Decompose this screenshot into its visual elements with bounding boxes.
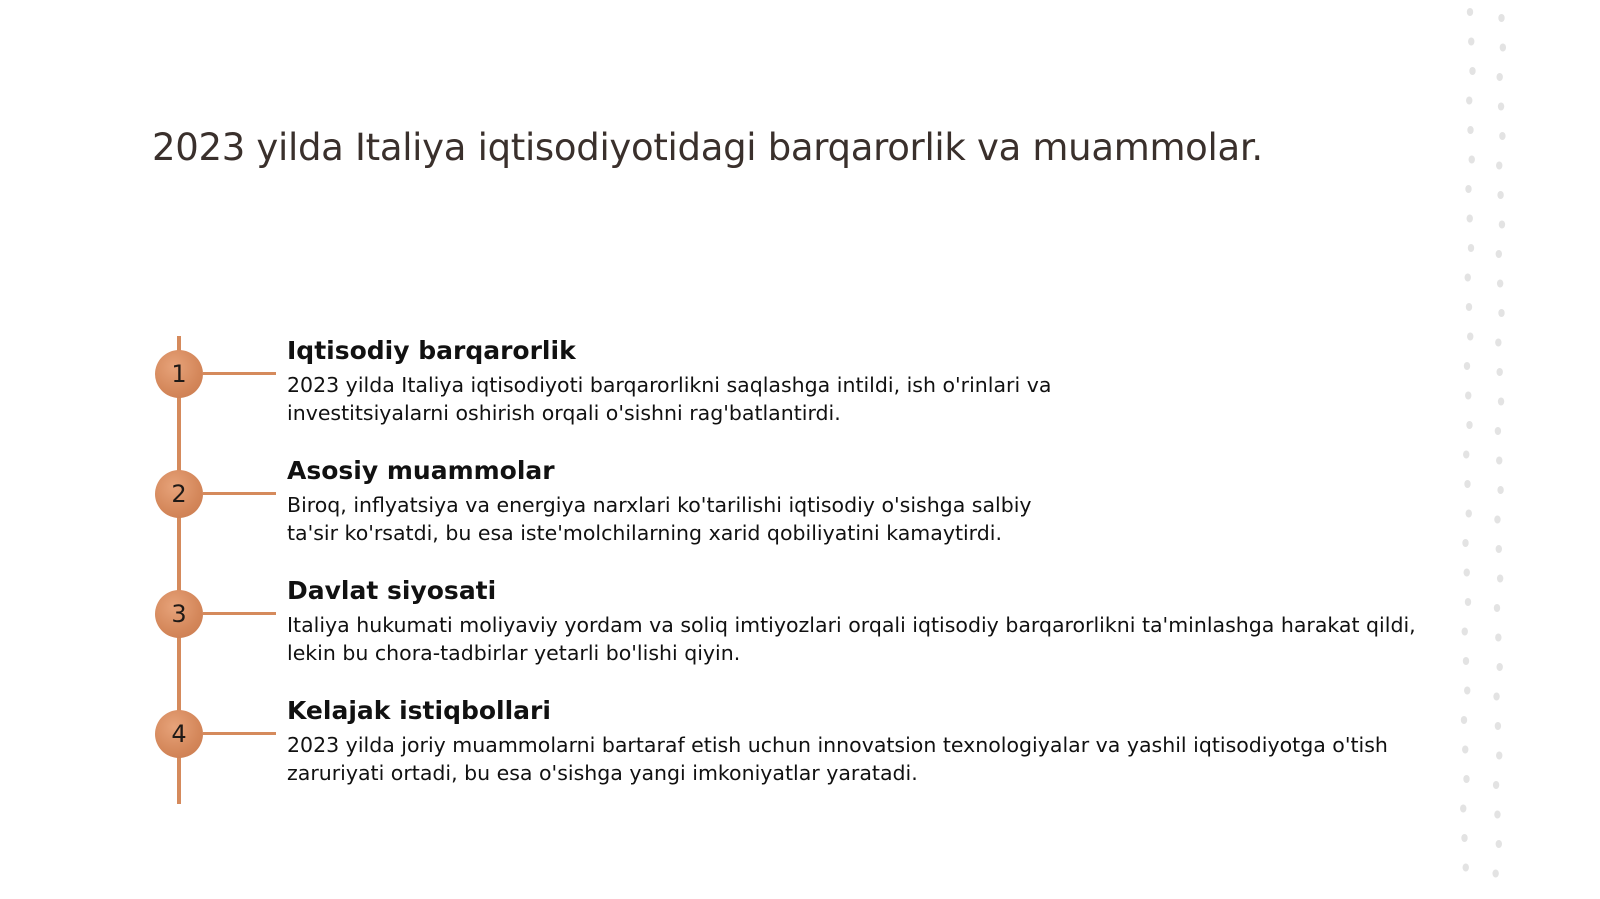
decorative-dot bbox=[1498, 14, 1504, 22]
decorative-dot bbox=[1497, 73, 1503, 81]
step-heading: Davlat siyosati bbox=[287, 576, 497, 605]
decorative-dot bbox=[1496, 545, 1502, 553]
decorative-dot bbox=[1463, 775, 1469, 783]
step-heading: Asosiy muammolar bbox=[287, 456, 555, 485]
decorative-dot bbox=[1500, 44, 1506, 52]
step-description: 2023 yilda Italiya iqtisodiyoti barqarorlikni saqlashga intildi, ish o'rinlari va investitsiyalarni oshirish orqali o'sishni rag'batlantirdi. bbox=[287, 373, 1052, 425]
decorative-dot bbox=[1467, 215, 1473, 223]
timeline-step-2 bbox=[0, 458, 1600, 558]
decorative-dot bbox=[1495, 427, 1501, 435]
decorative-dot bbox=[1463, 451, 1469, 459]
step-description: Biroq, inflyatsiya va energiya narxlari ko'tarilishi iqtisodiy o'sishga salbiy ta'sir ko'rsatdi, bu esa iste'molchilarning xarid qobiliyatini kamaytirdi. bbox=[287, 493, 1032, 545]
decorative-dot bbox=[1465, 274, 1471, 282]
decorative-dot bbox=[1497, 663, 1503, 671]
decorative-dot bbox=[1465, 598, 1471, 606]
decorative-dot bbox=[1463, 657, 1469, 665]
decorative-dot bbox=[1495, 722, 1501, 730]
decorative-dot bbox=[1463, 864, 1469, 872]
decorative-dot bbox=[1497, 486, 1503, 494]
decorative-dot bbox=[1497, 368, 1503, 376]
decorative-dot bbox=[1465, 185, 1471, 193]
step-connector bbox=[203, 492, 276, 495]
decorative-dots-pattern bbox=[1450, 0, 1530, 899]
decorative-dot bbox=[1496, 457, 1502, 465]
step-description: Italiya hukumati moliyaviy yordam va soliq imtiyozlari orqali iqtisodiy barqarorlikni ta'minlashga harakat qildi, lekin bu chora-tadbirlar yetarli bo'lishi qiyin. bbox=[287, 613, 1416, 665]
decorative-dot bbox=[1464, 480, 1470, 488]
decorative-dot bbox=[1466, 97, 1472, 105]
step-number-badge: 4 bbox=[155, 710, 203, 758]
decorative-dot bbox=[1466, 421, 1472, 429]
decorative-dot bbox=[1499, 132, 1505, 140]
decorative-dot bbox=[1494, 516, 1500, 524]
decorative-dot bbox=[1465, 392, 1471, 400]
decorative-dot bbox=[1469, 67, 1475, 75]
decorative-dot bbox=[1460, 805, 1466, 813]
decorative-dot bbox=[1467, 8, 1473, 16]
decorative-dot bbox=[1492, 870, 1498, 878]
step-number-badge: 3 bbox=[155, 590, 203, 638]
decorative-dot bbox=[1493, 781, 1499, 789]
timeline-step-3 bbox=[0, 578, 1600, 678]
decorative-dot bbox=[1496, 250, 1502, 258]
decorative-dot bbox=[1467, 333, 1473, 341]
decorative-dot bbox=[1462, 746, 1468, 754]
decorative-dot bbox=[1497, 191, 1503, 199]
decorative-dot bbox=[1495, 339, 1501, 347]
decorative-dot bbox=[1496, 840, 1502, 848]
decorative-dot bbox=[1498, 103, 1504, 111]
decorative-dot bbox=[1497, 575, 1503, 583]
decorative-dot bbox=[1469, 156, 1475, 164]
decorative-dot bbox=[1462, 539, 1468, 547]
decorative-dot bbox=[1499, 221, 1505, 229]
decorative-dot bbox=[1493, 693, 1499, 701]
step-heading: Iqtisodiy barqarorlik bbox=[287, 336, 576, 365]
decorative-dot bbox=[1466, 510, 1472, 518]
decorative-dot bbox=[1468, 244, 1474, 252]
decorative-dot bbox=[1468, 38, 1474, 46]
decorative-dot bbox=[1496, 162, 1502, 170]
step-connector bbox=[203, 732, 276, 735]
decorative-dot bbox=[1467, 126, 1473, 134]
decorative-dot bbox=[1464, 362, 1470, 370]
decorative-dot bbox=[1494, 604, 1500, 612]
step-number-badge: 1 bbox=[155, 350, 203, 398]
decorative-dot bbox=[1466, 303, 1472, 311]
step-heading: Kelajak istiqbollari bbox=[287, 696, 551, 725]
decorative-dot bbox=[1461, 834, 1467, 842]
step-connector bbox=[203, 612, 276, 615]
decorative-dot bbox=[1494, 811, 1500, 819]
step-number-badge: 2 bbox=[155, 470, 203, 518]
decorative-dot bbox=[1498, 398, 1504, 406]
step-description: 2023 yilda joriy muammolarni bartaraf etish uchun innovatsion texnologiyalar va yashil iqtisodiyotga o'tish zaruriyati ortadi, bu esa o'sishga yangi imkoniyatlar yaratadi. bbox=[287, 733, 1388, 785]
decorative-dot bbox=[1495, 634, 1501, 642]
decorative-dot bbox=[1461, 716, 1467, 724]
step-connector bbox=[203, 372, 276, 375]
decorative-dot bbox=[1497, 280, 1503, 288]
timeline-step-4 bbox=[0, 698, 1600, 798]
decorative-dot bbox=[1496, 752, 1502, 760]
slide-title: 2023 yilda Italiya iqtisodiyotidagi barqarorlik va muammolar. bbox=[152, 126, 1263, 169]
decorative-dot bbox=[1498, 309, 1504, 317]
decorative-dot bbox=[1464, 687, 1470, 695]
decorative-dot bbox=[1462, 628, 1468, 636]
decorative-dot bbox=[1464, 569, 1470, 577]
timeline-step-1 bbox=[0, 338, 1600, 438]
